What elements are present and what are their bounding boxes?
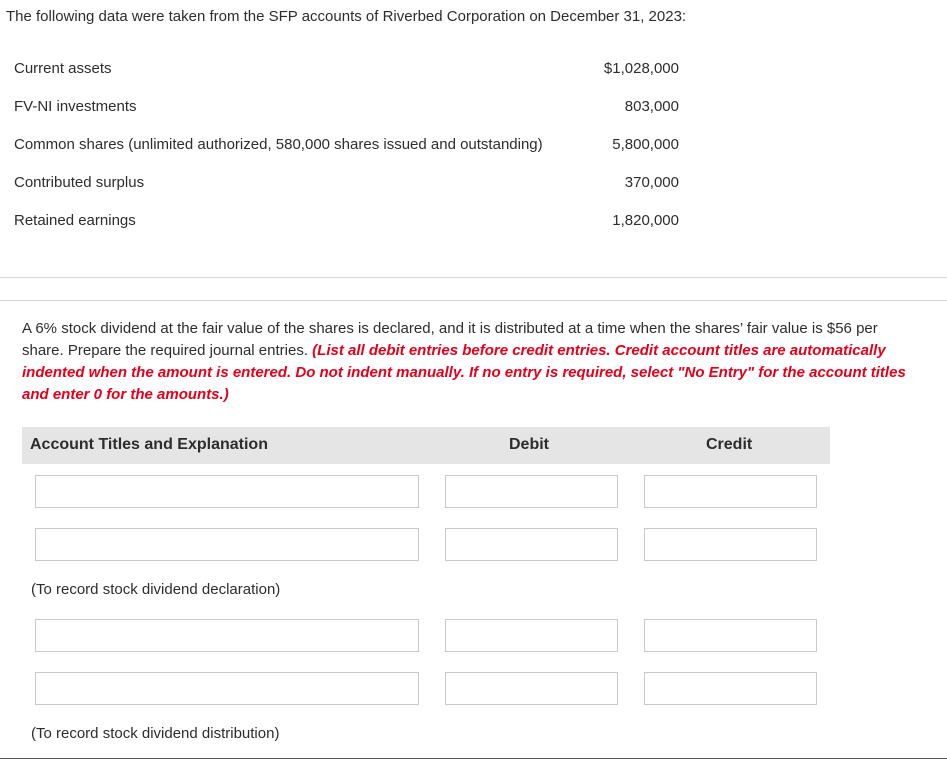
account-row <box>14 174 684 212</box>
credit-input[interactable] <box>644 619 817 652</box>
account-value: 370,000 <box>624 174 679 191</box>
question-body: A 6% stock dividend at the fair value of the shares is declared, and it is distributed at a time when the shares’ fair value is $56 per share. Prepare the required journal entries. <box>22 320 878 359</box>
question-instruction: (List all debit entries before credit entries. Credit account titles are automatically indented when the amount is entered. Do not indent manually. If no entry is required, select "No Entry" for the account titles and enter 0 for the amounts.) <box>22 342 906 403</box>
debit-input[interactable] <box>445 672 618 705</box>
section-divider <box>0 300 947 301</box>
account-label: Contributed surplus <box>14 174 145 191</box>
question-text <box>22 318 917 406</box>
account-row <box>14 98 684 136</box>
account-title-input[interactable] <box>35 475 419 508</box>
credit-input[interactable] <box>644 528 817 561</box>
account-value: 1,820,000 <box>612 212 679 229</box>
debit-header: Debit <box>509 436 549 453</box>
account-value: $1,028,000 <box>603 60 679 77</box>
intro-text: The following data were taken from the SFP accounts of Riverbed Corporation on December 31, 2023: <box>6 8 687 25</box>
account-value: 5,800,000 <box>612 136 679 153</box>
account-titles-header: Account Titles and Explanation <box>30 436 268 453</box>
account-label: Current assets <box>14 60 112 77</box>
account-title-input[interactable] <box>35 619 419 652</box>
account-row <box>14 212 684 250</box>
debit-input[interactable] <box>445 528 618 561</box>
account-title-input[interactable] <box>35 528 419 561</box>
distribution-note: (To record stock dividend distribution) <box>31 725 280 742</box>
account-row <box>14 136 684 174</box>
declaration-note: (To record stock dividend declaration) <box>31 581 281 598</box>
account-label: FV-NI investments <box>14 98 137 115</box>
debit-input[interactable] <box>445 475 618 508</box>
debit-input[interactable] <box>445 619 618 652</box>
account-balances-table <box>14 60 684 250</box>
account-value: 803,000 <box>624 98 679 115</box>
account-title-input[interactable] <box>35 672 419 705</box>
credit-input[interactable] <box>644 475 817 508</box>
account-row <box>14 60 684 98</box>
account-label: Retained earnings <box>14 212 136 229</box>
section-divider <box>0 277 947 278</box>
journal-header <box>22 427 830 464</box>
credit-input[interactable] <box>644 672 817 705</box>
account-label: Common shares (unlimited authorized, 580,000 shares issued and outstanding) <box>14 136 543 153</box>
credit-header: Credit <box>706 436 753 453</box>
bottom-divider <box>0 758 947 759</box>
